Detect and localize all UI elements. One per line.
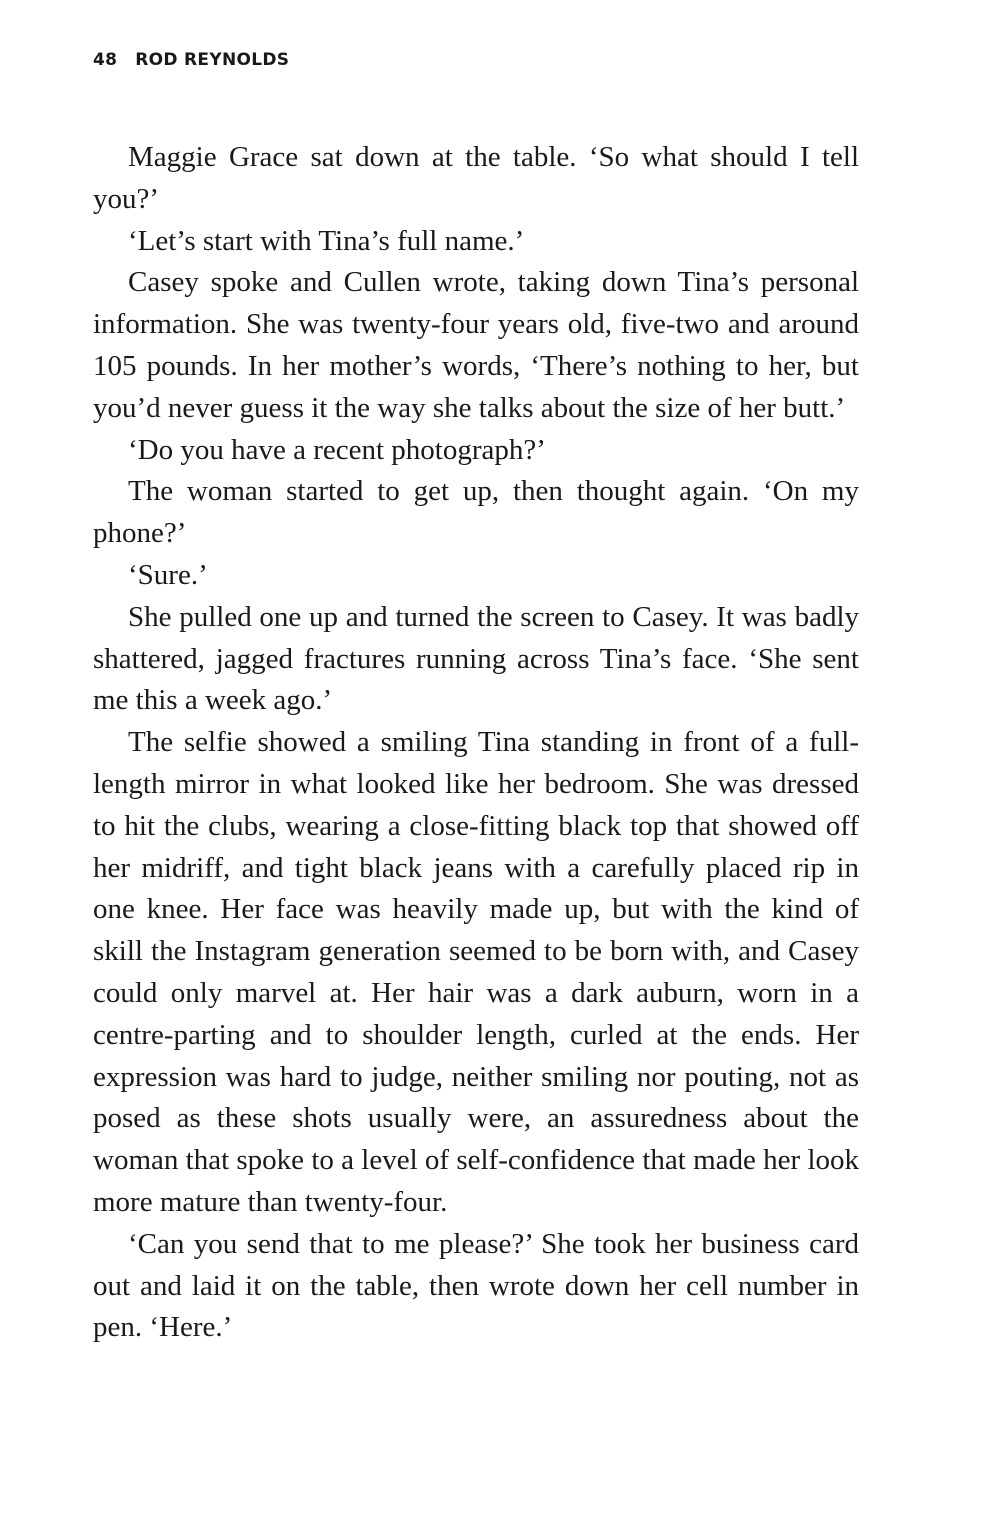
paragraph: Maggie Grace sat down at the table. ‘So what should I tell you?’ — [93, 141, 859, 215]
running-header-author: ROD REYNOLDS — [135, 50, 290, 70]
paragraph: ‘Let’s start with Tina’s full name.’ — [128, 224, 525, 257]
page-number: 48 — [93, 50, 118, 70]
paragraph: ‘Sure.’ — [128, 558, 208, 591]
paragraph: ‘Can you send that to me please?’ She took her business card out and laid it on the table, then wrote down her cell number in pen. ‘Here.’ — [93, 1227, 859, 1344]
paragraph: ‘Do you have a recent photograph?’ — [128, 433, 546, 466]
paragraph: Casey spoke and Cullen wrote, taking down Tina’s personal information. She was twenty-four years old, five-two and around 105 pounds. In her mother’s words, ‘There’s nothing to her, but you’d never guess it the way she talks about the size of her butt.’ — [93, 266, 859, 424]
running-header — [93, 50, 289, 70]
paragraph: The selfie showed a smiling Tina standing in front of a full-length mirror in what looked like her bedroom. She was dressed to hit the clubs, wearing a close-fitting black top that showed off her midriff, and tight black jeans with a carefully placed rip in one knee. Her face was heavily made up, but with the kind of skill the Instagram generation seemed to be born with, and Casey could only marvel at. Her hair was a dark auburn, worn in a centre-parting and to shoulder length, curled at the ends. Her expression was hard to judge, neither smiling nor pouting, not as posed as these shots usually were, an assuredness about the woman that spoke to a level of self-confidence that made her look more mature than twenty-four. — [93, 726, 859, 1218]
paragraph: The woman started to get up, then thought again. ‘On my phone?’ — [93, 475, 859, 550]
paragraph: She pulled one up and turned the screen to Casey. It was badly shattered, jagged fractures running across Tina’s face. ‘She sent me this a week ago.’ — [93, 600, 859, 717]
body-text — [93, 137, 859, 1349]
